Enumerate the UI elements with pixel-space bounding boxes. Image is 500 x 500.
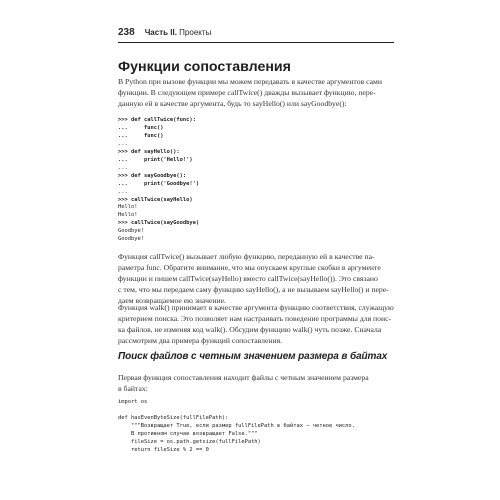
code-line: ... [118,164,128,171]
paragraph-line: Функция callTwice() вызывает любую функцию, переданную ей в качестве па- [118,252,375,261]
paragraph-line: функции и пишем callTwice(sayHello) вместо callTwice(sayHello()). Это связано [118,274,378,283]
code-block-2 [118,399,408,455]
code-line: ... [118,188,128,195]
part-title: Проекты [179,28,212,37]
code-line: """Возвращает True, если размер fullFilePath в байтах – четное число. [118,422,355,429]
code-line: Hello! [118,212,138,219]
subsection-title: Поиск файлов с четным значением размера в байтах [118,351,388,362]
code-line: Goodbye! [118,236,144,243]
code-line: ... print('Goodbye!') [118,180,200,187]
paragraph-line: рассмотрим два примера функций сопоставления. [118,336,283,345]
code-line: Goodbye! [118,228,144,235]
code-line: >>> callTwice(sayGoodbye) [118,220,200,227]
paragraph-line: В Python при вызове функции мы можем передавать в качестве аргументов сами [118,77,382,86]
code-line: В противном случае возвращает False.""" [118,430,258,437]
paragraph-line: раметра func. Обратите внимание, что мы опускаем круглые скобки в аргументе [118,263,381,272]
code-line: ... [118,140,128,147]
code-line: ... func() [118,124,164,131]
code-line: ... func() [118,132,164,139]
code-block-1 [118,117,408,244]
paragraph-line: Первая функция сопоставления находит файлы с четным значением размера [118,373,369,382]
section-title: Функции сопоставления [118,59,291,75]
paragraph-line: данную ей в качестве аргумента, будь то sayHello() или sayGoodbye(): [118,99,347,108]
part-label: Часть II. [144,28,177,37]
code-line: >>> def callTwice(func): [118,117,196,123]
code-line: Hello! [118,204,138,211]
code-line: fileSize = os.path.getsize(fullFilePath) [118,438,261,445]
paragraph-line: функции. В следующем примере callTwice() дважды вызывает функцию, пере- [118,88,376,97]
code-line: return fileSize % 2 == 0 [118,446,209,453]
code-line: import os [118,399,148,405]
page-number: 238 [118,27,135,38]
paragraph-4 [118,372,394,394]
code-line: >>> def sayHello(): [118,148,180,155]
paragraph-3 [118,302,394,346]
paragraph-line: критерием поиска. Это позволяет нам настраивать поведение программы для поис- [118,314,392,323]
code-line: def hasEvenByteSize(fullFilePath): [118,414,229,421]
header-rule [118,42,394,43]
paragraph-line: ка файлов, не изменяя код walk(). Обсудим функцию walk() чуть позже. Сначала [118,325,382,334]
paragraph-line: даем возвращаемое ею значение. [118,296,226,305]
paragraph-line: с тем, что мы передаем саму функцию sayHello(), а не вызываем sayHello() и пере- [118,285,389,294]
paragraph-line: в байтах: [118,384,148,393]
paragraph-2 [118,251,394,306]
paragraph-line: Функция walk() принимает в качестве аргумента функцию соответствия, служащую [118,303,394,312]
running-title [145,27,212,39]
code-line: >>> callTwice(sayHello) [118,196,193,203]
code-line: ... print('Hello!') [118,156,193,163]
code-line: >>> def sayGoodbye(): [118,172,187,179]
running-header [118,27,394,43]
intro-paragraph [118,76,394,109]
